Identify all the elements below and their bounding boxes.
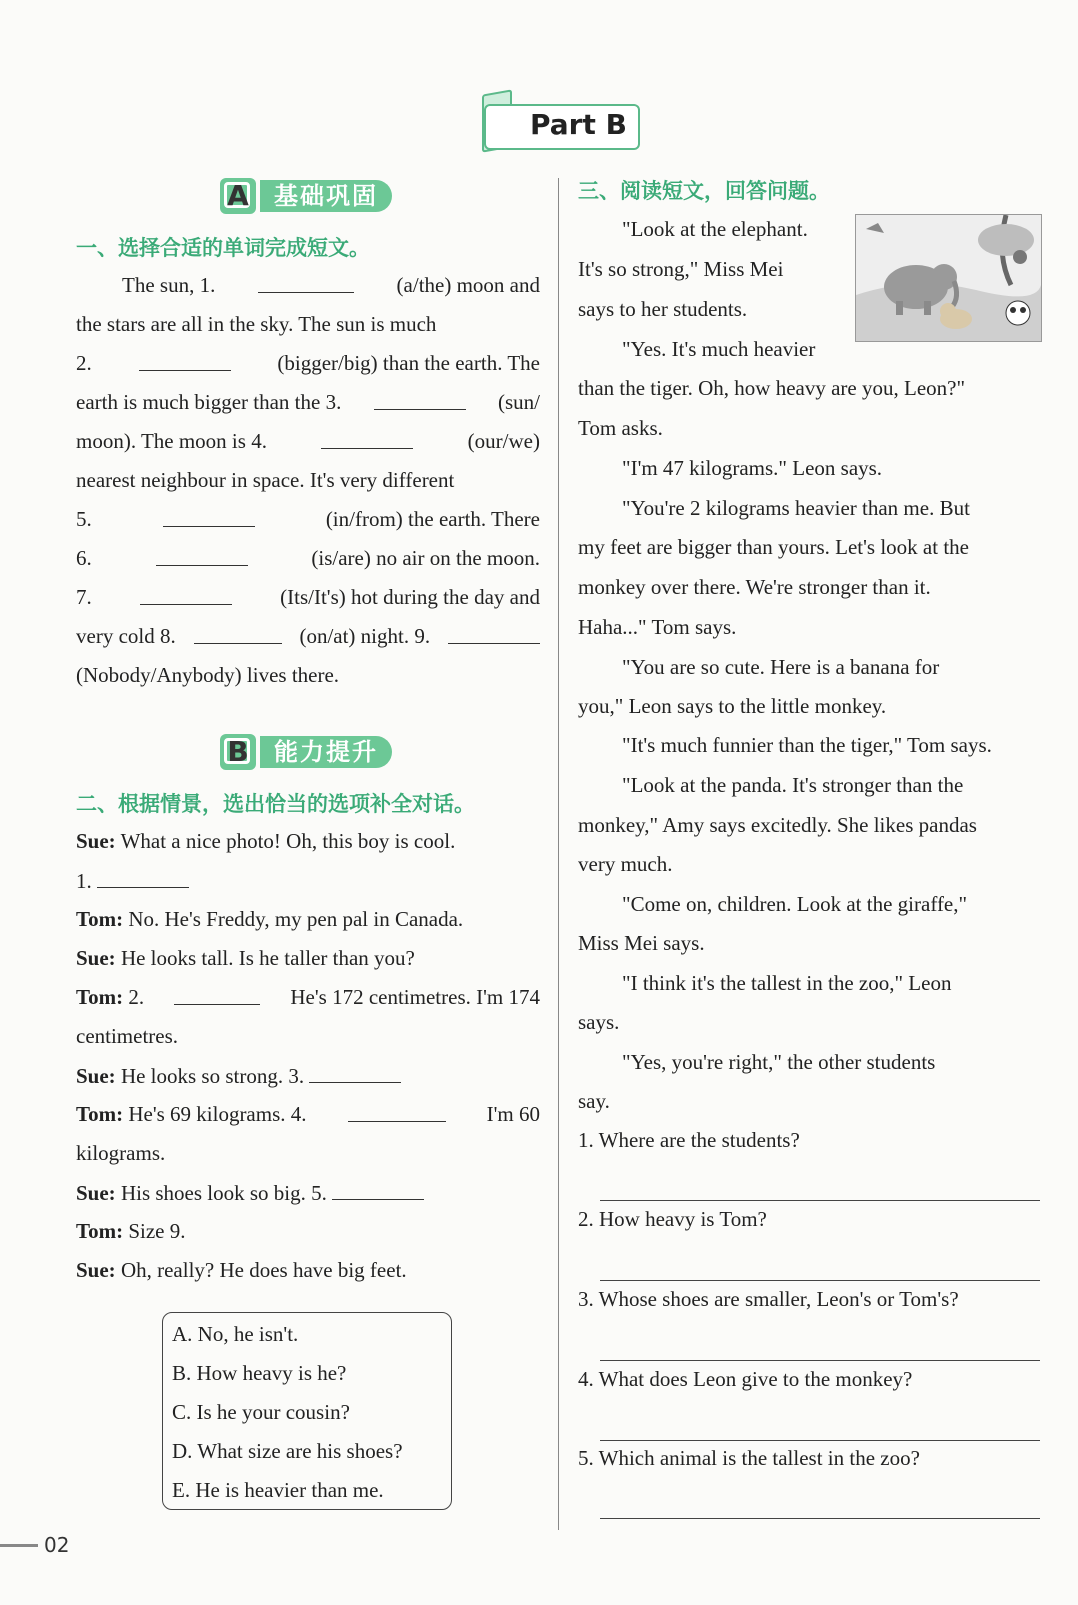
blank-1[interactable] bbox=[258, 270, 354, 293]
dialogue-blank-4[interactable] bbox=[348, 1099, 446, 1122]
blank-8[interactable] bbox=[194, 621, 282, 644]
passage-line-10: very cold 8. (on/at) night. 9. bbox=[76, 621, 540, 651]
story-line-6: Tom asks. bbox=[578, 416, 663, 440]
passage-line-4: earth is much bigger than the 3. (sun/ bbox=[76, 387, 540, 417]
dialogue-blank-2[interactable] bbox=[174, 982, 260, 1005]
story-line-4: "Yes. It's much heavier bbox=[622, 337, 816, 361]
dialogue-line-7: Sue: He looks so strong. 3. bbox=[76, 1060, 401, 1091]
story-line-11: Haha..." Tom says. bbox=[578, 615, 737, 639]
story-line-21: says. bbox=[578, 1010, 620, 1034]
dialogue-line-4: Sue: He looks tall. Is he taller than you? bbox=[76, 946, 415, 970]
option-a: A. No, he isn't. bbox=[172, 1322, 299, 1346]
section-c-question-title: 三、阅读短文，回答问题。 bbox=[578, 179, 830, 203]
story-line-12: "You are so cute. Here is a banana for bbox=[622, 655, 940, 679]
dialogue-line-5: Tom: 2. He's 172 centimetres. I'm 174 bbox=[76, 982, 540, 1012]
story-line-16: monkey," Amy says excitedly. She likes pandas bbox=[578, 813, 977, 837]
story-line-7: "I'm 47 kilograms." Leon says. bbox=[622, 456, 883, 480]
dialogue-line-3: Tom: No. He's Freddy, my pen pal in Canada. bbox=[76, 907, 464, 931]
story-line-5: than the tiger. Oh, how heavy are you, Leon?" bbox=[578, 376, 966, 400]
story-line-19: Miss Mei says. bbox=[578, 931, 705, 955]
question-4: 4. What does Leon give to the monkey? bbox=[578, 1367, 913, 1391]
passage-line-6: nearest neighbour in space. It's very different bbox=[76, 468, 455, 492]
question-1: 1. Where are the students? bbox=[578, 1128, 800, 1152]
option-b: B. How heavy is he? bbox=[172, 1361, 347, 1385]
section-a-badge bbox=[220, 178, 400, 214]
passage-line-3: 2. (bigger/big) than the earth. The bbox=[76, 348, 540, 378]
option-e: E. He is heavier than me. bbox=[172, 1478, 384, 1502]
dialogue-blank-1[interactable] bbox=[97, 865, 189, 888]
option-d: D. What size are his shoes? bbox=[172, 1439, 403, 1463]
section-b-badge bbox=[220, 734, 400, 770]
story-line-9: my feet are bigger than yours. Let's look at the bbox=[578, 535, 969, 559]
blank-5[interactable] bbox=[163, 504, 255, 527]
blank-7[interactable] bbox=[140, 582, 232, 605]
dialogue-line-10: Sue: His shoes look so big. 5. bbox=[76, 1177, 424, 1208]
page-number-bar bbox=[0, 1544, 38, 1547]
story-line-23: say. bbox=[578, 1089, 610, 1113]
answer-line-2[interactable] bbox=[600, 1280, 1040, 1281]
passage-line-5: moon). The moon is 4. (our/we) bbox=[76, 426, 540, 456]
story-line-17: very much. bbox=[578, 852, 673, 876]
answer-line-1[interactable] bbox=[600, 1200, 1040, 1201]
dialogue-blank-3[interactable] bbox=[309, 1060, 401, 1083]
page-number: 02 bbox=[44, 1533, 70, 1557]
blank-4[interactable] bbox=[321, 426, 413, 449]
passage-line-8: 6. (is/are) no air on the moon. bbox=[76, 543, 540, 573]
column-divider bbox=[558, 178, 559, 1530]
section-b-letter: B bbox=[220, 734, 256, 770]
option-c: C. Is he your cousin? bbox=[172, 1400, 350, 1424]
dialogue-line-8: Tom: He's 69 kilograms. 4. I'm 60 bbox=[76, 1099, 540, 1129]
blank-2[interactable] bbox=[139, 348, 231, 371]
question-3: 3. Whose shoes are smaller, Leon's or Tom's? bbox=[578, 1287, 959, 1311]
passage-line-2: the stars are all in the sky. The sun is much bbox=[76, 312, 437, 336]
dialogue-line-6: centimetres. bbox=[76, 1024, 179, 1048]
answer-line-3[interactable] bbox=[600, 1360, 1040, 1361]
story-line-20: "I think it's the tallest in the zoo," Leon bbox=[622, 971, 952, 995]
dialogue-line-9: kilograms. bbox=[76, 1141, 166, 1165]
passage-line-7: 5. (in/from) the earth. There bbox=[76, 504, 540, 534]
question-2: 2. How heavy is Tom? bbox=[578, 1207, 767, 1231]
section-b-question-title: 二、根据情景，选出恰当的选项补全对话。 bbox=[76, 792, 475, 816]
passage-line-11: (Nobody/Anybody) lives there. bbox=[76, 663, 340, 687]
passage-line-1: The sun, 1. (a/the) moon and bbox=[122, 270, 540, 300]
passage-line-9: 7. (Its/It's) hot during the day and bbox=[76, 582, 540, 612]
blank-9[interactable] bbox=[448, 621, 540, 644]
story-line-8: "You're 2 kilograms heavier than me. But bbox=[622, 496, 970, 520]
story-line-10: monkey over there. We're stronger than it. bbox=[578, 575, 931, 599]
story-line-14: "It's much funnier than the tiger," Tom says. bbox=[622, 733, 992, 757]
section-b-title: 能力提升 bbox=[260, 736, 392, 768]
section-a-letter: A bbox=[220, 178, 256, 214]
section-a-title: 基础巩固 bbox=[260, 180, 392, 212]
story-line-2: It's so strong," Miss Mei bbox=[578, 257, 784, 281]
dialogue-line-2: 1. bbox=[76, 865, 189, 896]
section-a-question-title: 一、选择合适的单词完成短文。 bbox=[76, 236, 370, 260]
zoo-illustration bbox=[855, 214, 1042, 342]
dialogue-line-1: Sue: What a nice photo! Oh, this boy is cool. bbox=[76, 829, 456, 853]
dialogue-blank-5[interactable] bbox=[332, 1177, 424, 1200]
answer-line-5[interactable] bbox=[600, 1518, 1040, 1519]
answer-line-4[interactable] bbox=[600, 1440, 1040, 1441]
question-5: 5. Which animal is the tallest in the zoo? bbox=[578, 1446, 920, 1470]
dialogue-line-12: Sue: Oh, really? He does have big feet. bbox=[76, 1258, 407, 1282]
story-line-18: "Come on, children. Look at the giraffe," bbox=[622, 892, 968, 916]
blank-6[interactable] bbox=[156, 543, 248, 566]
part-label: Part B bbox=[530, 108, 627, 141]
story-line-13: you," Leon says to the little monkey. bbox=[578, 694, 887, 718]
blank-3[interactable] bbox=[374, 387, 466, 410]
dialogue-line-11: Tom: Size 9. bbox=[76, 1219, 186, 1243]
story-line-15: "Look at the panda. It's stronger than the bbox=[622, 773, 964, 797]
story-line-1: "Look at the elephant. bbox=[622, 217, 808, 241]
story-line-22: "Yes, you're right," the other students bbox=[622, 1050, 936, 1074]
story-line-3: says to her students. bbox=[578, 297, 748, 321]
